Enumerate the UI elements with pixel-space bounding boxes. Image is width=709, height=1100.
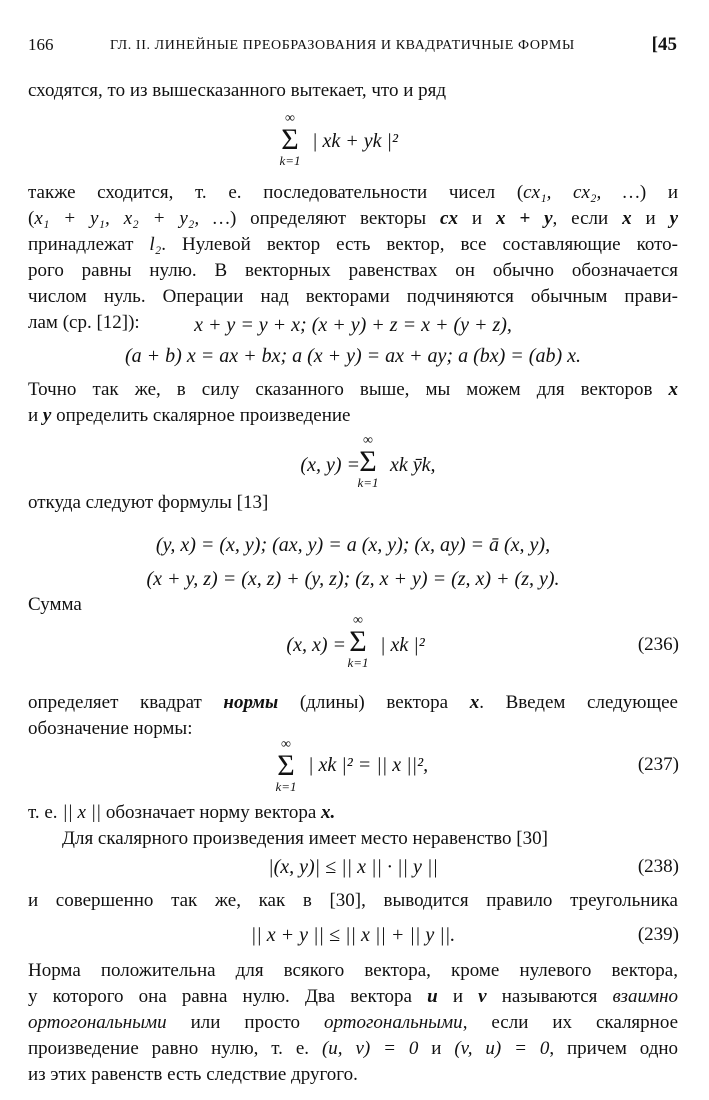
text-line: обозначение нормы: <box>28 718 193 739</box>
text-line: т. е. || x || обозначает норму вектора x. <box>28 802 336 823</box>
text-line: сходятся, то из вышесказанного вытекает, что и ряд <box>28 80 447 101</box>
text-line: и совершенно так же, как в [30], выводится правило треугольника <box>28 890 678 911</box>
formula-236-lhs: (x, x) = <box>286 634 346 656</box>
formula-scalar-lhs: (x, y) = <box>300 454 360 476</box>
page-number: 166 <box>28 35 54 54</box>
formula-scalar-props-1: (y, x) = (x, y); (ax, y) = a (x, y); (x, ay) = ā (x, y), <box>155 534 551 556</box>
text-line: произведение равно нулю, т. е. (u, v) = 0 и (v, u) = 0, причем одно <box>28 1038 679 1059</box>
text-line: у которого она равна нулю. Два вектора u и v называются взаимно <box>28 986 679 1007</box>
formula-vector-rules-1: x + y = y + x; (x + y) + z = x + (y + z), <box>194 314 512 336</box>
equation-number-238: (238) <box>637 856 679 877</box>
sum-operator: ∞ Σ k=1 <box>347 613 369 670</box>
sum-operator: ∞ Σ k=1 <box>357 433 379 490</box>
text-line: откуда следуют формулы [13] <box>28 492 269 513</box>
text-line: принадлежат l₂. Нулевой вектор есть вектор, все составляющие кото- <box>28 234 678 255</box>
sum-operator: ∞ Σ k=1 <box>279 111 301 168</box>
text-line: Норма положительна для всякого вектора, кроме нулевого вектора, <box>28 960 678 981</box>
text-line: определяет квадрат нормы (длины) вектора x. Введем следующее <box>28 692 678 713</box>
equation-number-236: (236) <box>637 634 679 655</box>
formula-scalar-body: xk ȳk, <box>390 454 436 476</box>
sum-operator: ∞ Σ k=1 <box>275 737 297 794</box>
section-number: [45 <box>651 34 677 55</box>
text-line: лам (ср. [12]): <box>28 312 140 333</box>
text-line: (x₁ + y₁, x₂ + y₂, …) определяют векторы cx и x + y, если x и y <box>28 208 678 229</box>
text-line: также сходится, т. е. последовательности чисел (cx₁, cx₂, …) и <box>28 182 678 203</box>
text-line: из этих равенств есть следствие другого. <box>28 1064 358 1085</box>
formula-236-body: | xk |² <box>380 634 425 656</box>
text-line: ортогональными или просто ортогональными, если их скалярное <box>28 1012 679 1033</box>
paragraph-1 <box>28 78 678 104</box>
formula-237-body: | xk |² = || x ||², <box>308 754 429 776</box>
formula-series: | xk + yk |² <box>312 130 398 152</box>
formula-scalar-props-2: (x + y, z) = (x, z) + (y, z); (z, x + y) = (z, x) + (z, y). <box>146 568 560 590</box>
text-line: рого равны нулю. В векторных равенствах он обычно обозначается <box>28 260 678 281</box>
text-line: Для скалярного произведения имеет место неравенство [30] <box>62 828 548 849</box>
paragraph-10 <box>28 958 678 1088</box>
paragraph-7 <box>28 800 678 852</box>
running-title: ГЛ. II. ЛИНЕЙНЫЕ ПРЕОБРАЗОВАНИЯ И КВАДРАТИЧНЫЕ ФОРМЫ <box>110 38 575 53</box>
equation-number-239: (239) <box>637 924 679 945</box>
equation-number-237: (237) <box>637 754 679 775</box>
paragraph-3 <box>28 377 678 429</box>
text-line: Сумма <box>28 594 82 615</box>
paragraph-9 <box>28 888 678 914</box>
page-header <box>28 32 677 58</box>
text-line: и y определить скалярное произведение <box>28 405 351 426</box>
formula-238-body: |(x, y)| ≤ || x || · || y || <box>268 856 438 878</box>
formula-239-body: || x + y || ≤ || x || + || y ||. <box>250 924 456 946</box>
text-line: Точно так же, в силу сказанного выше, мы можем для векторов x <box>28 379 678 400</box>
formula-vector-rules-2: (a + b) x = ax + bx; a (x + y) = ax + ay; a (bx) = (ab) x. <box>125 345 581 367</box>
paragraph-6 <box>28 690 678 742</box>
paragraph-4 <box>28 490 678 516</box>
text-line: числом нуль. Операции над векторами подчиняются обычным прави- <box>28 286 678 307</box>
